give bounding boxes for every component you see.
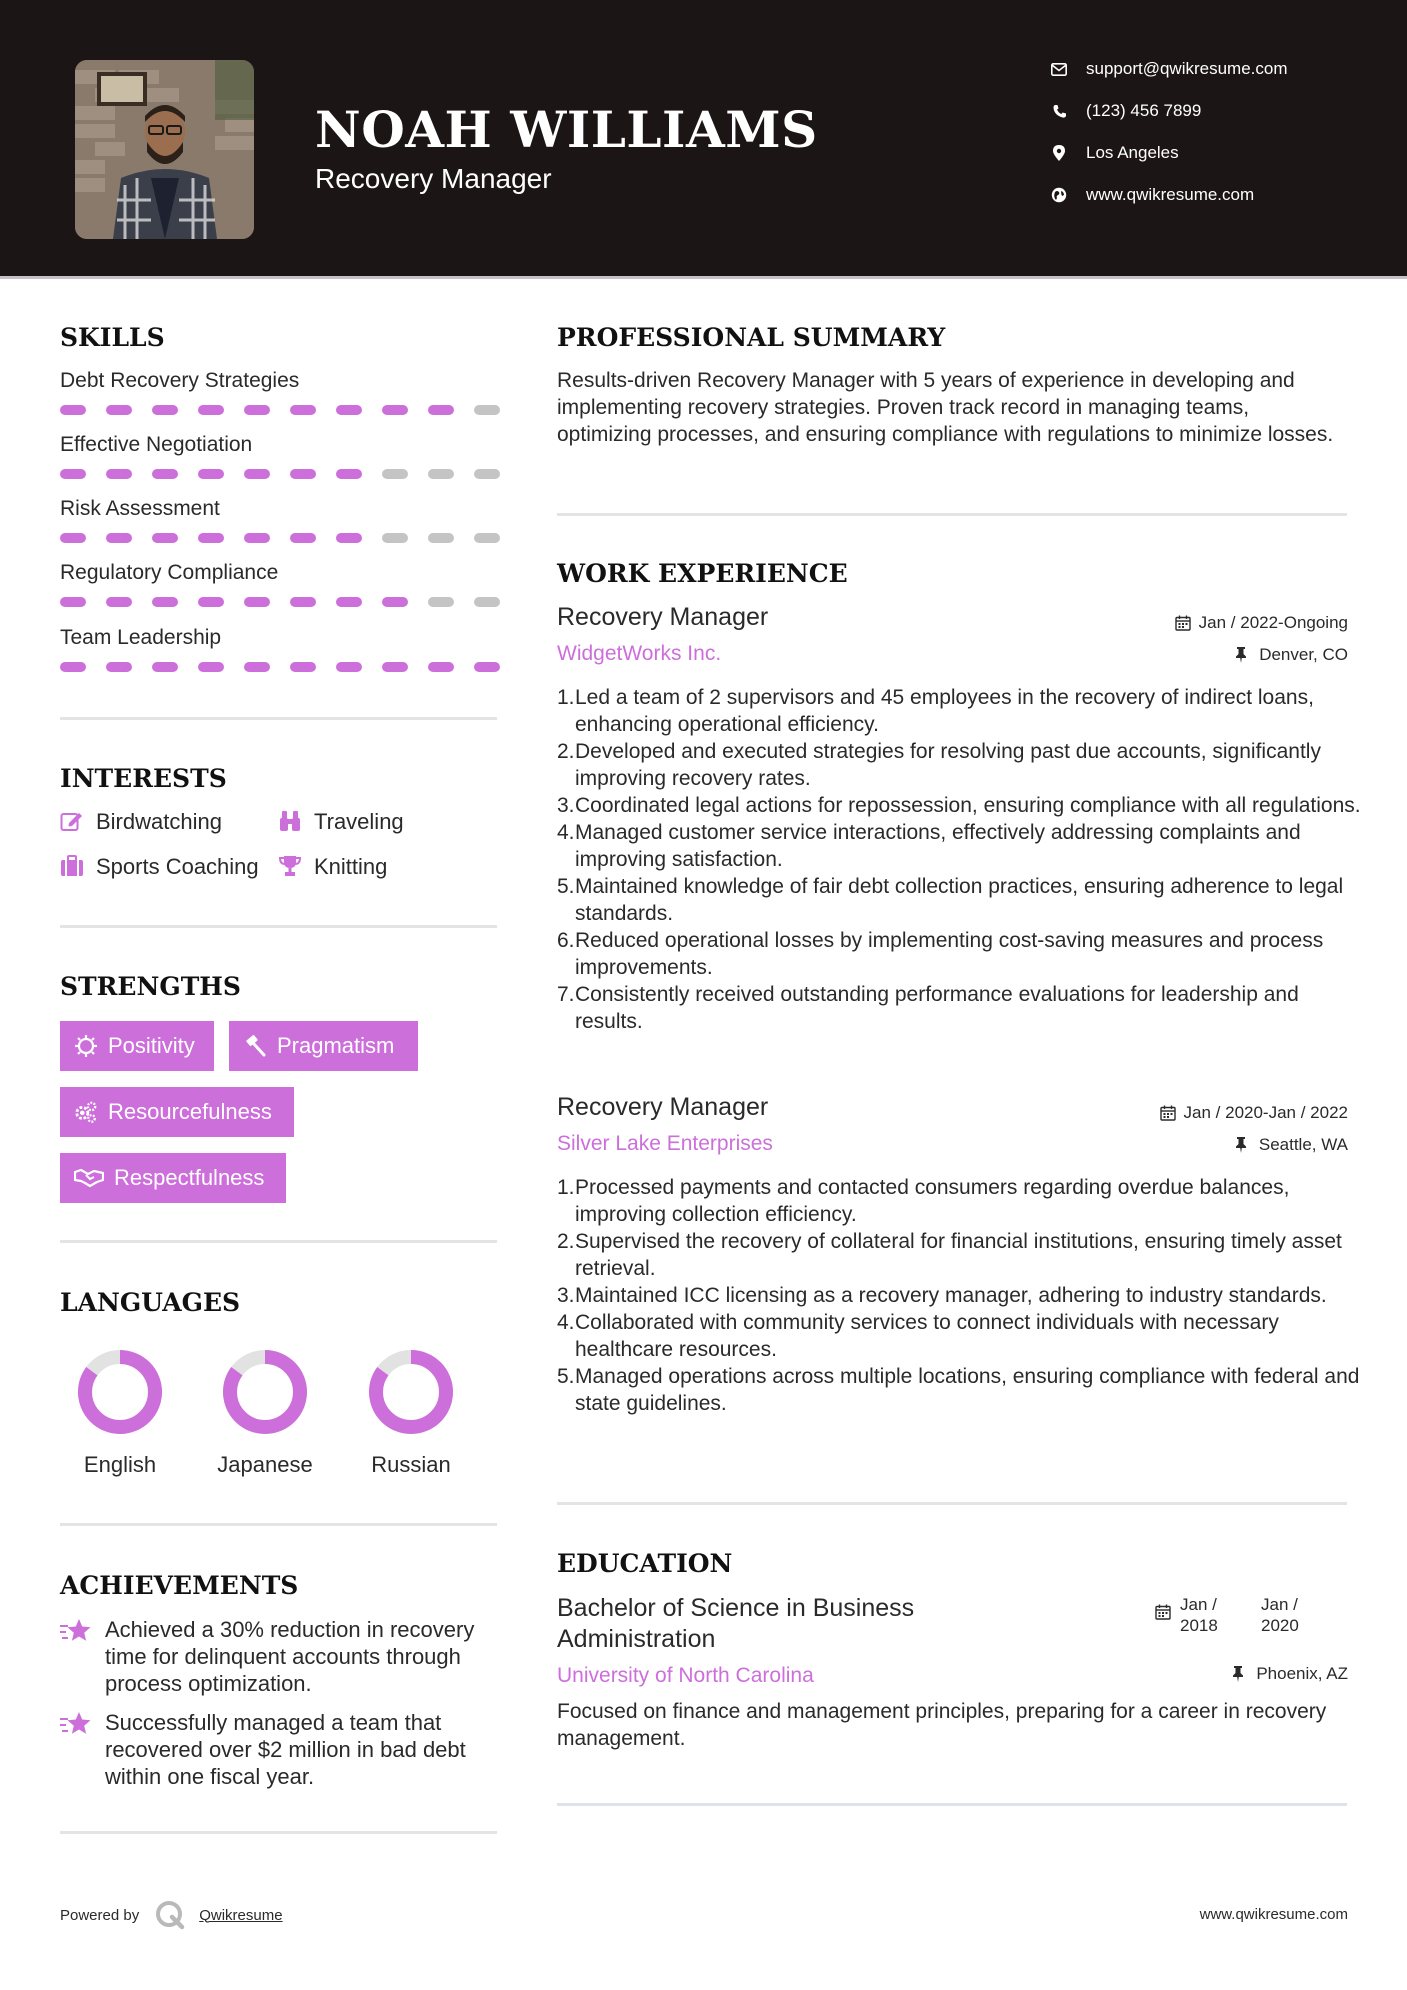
skill-dash-filled <box>152 469 178 479</box>
skill-dash-filled <box>336 597 362 607</box>
strength-chip <box>60 1153 286 1203</box>
phone-icon <box>1050 102 1068 120</box>
bullet-item: 6. Reduced operational losses by implementing cost-saving measures and process improvements. <box>557 929 1324 979</box>
skill-dash-filled <box>336 405 362 415</box>
skill-dash-empty <box>428 533 454 543</box>
skill-dash-filled <box>382 405 408 415</box>
strength-label: Positivity <box>108 1033 195 1058</box>
skill-dash-filled <box>198 597 224 607</box>
interest-item <box>278 809 404 835</box>
skill-rating-bar <box>60 469 500 479</box>
section-divider <box>60 925 497 928</box>
job-title: Recovery Manager <box>557 603 769 631</box>
skill-name: Effective Negotiation <box>60 433 253 456</box>
sun-icon <box>74 1034 98 1058</box>
skill-dash-empty <box>474 405 500 415</box>
bullet-item: 1. Processed payments and contacted consumers regarding overdue balances, improving collection efficiency. <box>557 1176 1290 1226</box>
education-start-date: Jan / 2018 <box>1180 1595 1218 1635</box>
skill-dash-filled <box>106 533 132 543</box>
skill-dash-filled <box>336 469 362 479</box>
contact-email-text: support@qwikresume.com <box>1086 59 1288 78</box>
skill-dash-filled <box>290 662 316 672</box>
skill-dash-filled <box>428 662 454 672</box>
skill-dash-filled <box>60 533 86 543</box>
skill-dash-filled <box>290 405 316 415</box>
skill-dash-filled <box>106 405 132 415</box>
interest-item <box>278 854 387 880</box>
education-heading: EDUCATION <box>557 1549 733 1578</box>
strength-label: Pragmatism <box>277 1033 395 1058</box>
company-name[interactable]: WidgetWorks Inc. <box>557 642 722 665</box>
qwikresume-logo-icon <box>155 1900 185 1930</box>
languages-heading: LANGUAGES <box>60 1288 241 1317</box>
footer-url[interactable]: www.qwikresume.com <box>1199 1906 1348 1923</box>
bullet-item: 3. Maintained ICC licensing as a recovery manager, adhering to industry standards. <box>557 1284 1327 1307</box>
contact-website-text: www.qwikresume.com <box>1086 185 1255 204</box>
contact-email[interactable] <box>1050 59 1288 79</box>
skill-dash-filled <box>244 533 270 543</box>
skill-dash-filled <box>244 662 270 672</box>
skill-dash-filled <box>382 597 408 607</box>
map-pin-icon <box>1050 144 1068 162</box>
job-dates <box>1160 1103 1348 1123</box>
skill-dash-filled <box>336 662 362 672</box>
skill-name: Team Leadership <box>60 626 222 649</box>
handshake-icon <box>74 1166 104 1190</box>
skill-dash-filled <box>152 662 178 672</box>
contact-website[interactable] <box>1050 185 1254 205</box>
experience-heading: WORK EXPERIENCE <box>557 559 848 588</box>
strength-label: Respectfulness <box>114 1165 265 1190</box>
skill-rating-bar <box>60 405 500 415</box>
skill-dash-filled <box>198 662 224 672</box>
pushpin-icon <box>1232 1666 1248 1682</box>
skill-dash-filled <box>106 662 132 672</box>
job-bullets <box>557 684 1365 1035</box>
strength-chip <box>229 1021 418 1071</box>
school-name[interactable]: University of North Carolina <box>557 1664 814 1687</box>
bullet-item: 2. Developed and executed strategies for resolving past due accounts, significantly improving recovery rates. <box>557 740 1321 790</box>
achievement-item <box>60 1709 500 1790</box>
skill-dash-filled <box>198 469 224 479</box>
skill-dash-filled <box>60 469 86 479</box>
job-dates <box>1175 613 1348 633</box>
section-divider <box>60 1523 497 1526</box>
skill-dash-filled <box>244 597 270 607</box>
contact-location <box>1050 143 1179 163</box>
strengths-heading: STRENGTHS <box>60 972 241 1001</box>
skill-rating-bar <box>60 533 500 543</box>
job-location-text: Seattle, WA <box>1258 1135 1348 1154</box>
skill-dash-filled <box>290 597 316 607</box>
education-description: Focused on finance and management principles, preparing for a career in recovery management. <box>557 1700 1327 1750</box>
pencil-icon <box>60 810 84 834</box>
skill-dash-filled <box>198 533 224 543</box>
achievement-text: Successfully managed a team that recovered over $2 million in bad debt within one fiscal year. <box>105 1710 466 1789</box>
skill-dash-filled <box>290 469 316 479</box>
skill-rating-bar <box>60 597 500 607</box>
calendar-icon <box>1155 1604 1173 1622</box>
skill-dash-filled <box>60 662 86 672</box>
section-divider <box>557 1502 1347 1505</box>
language-donuts <box>60 1340 500 1450</box>
envelope-icon <box>1050 60 1068 78</box>
degree-line: Bachelor of Science in Business <box>557 1594 915 1622</box>
pushpin-icon <box>1235 647 1251 663</box>
interest-label: Birdwatching <box>96 809 222 834</box>
summary-heading: PROFESSIONAL SUMMARY <box>557 323 946 352</box>
calendar-icon <box>1175 615 1191 631</box>
profile-photo <box>75 60 254 239</box>
skill-dash-filled <box>198 405 224 415</box>
achievement-text: Achieved a 30% reduction in recovery time for delinquent accounts through process optimization. <box>105 1617 475 1696</box>
skill-name: Debt Recovery Strategies <box>60 369 300 392</box>
job-bullets <box>557 1174 1365 1417</box>
skill-dash-empty <box>428 597 454 607</box>
bullet-item: 4. Collaborated with community services to connect individuals with necessary healthcare resources. <box>557 1311 1279 1361</box>
contact-location-text: Los Angeles <box>1086 143 1179 162</box>
globe-icon <box>1050 186 1068 204</box>
achievements-heading: ACHIEVEMENTS <box>60 1571 299 1600</box>
interest-label: Traveling <box>314 809 404 834</box>
skill-dash-filled <box>244 405 270 415</box>
binoculars-icon <box>278 810 302 834</box>
skill-dash-filled <box>244 469 270 479</box>
pushpin-icon <box>1235 1137 1251 1153</box>
contact-phone-text: (123) 456 7899 <box>1086 101 1202 120</box>
skill-dash-filled <box>382 662 408 672</box>
skill-dash-filled <box>106 597 132 607</box>
skill-dash-empty <box>382 469 408 479</box>
strength-label: Resourcefulness <box>108 1099 272 1124</box>
interests-heading: INTERESTS <box>60 764 227 793</box>
strength-chip <box>60 1021 214 1071</box>
job-dates-text: Jan / 2020-Jan / 2022 <box>1183 1103 1348 1122</box>
section-divider <box>60 1831 497 1834</box>
skill-name: Risk Assessment <box>60 497 220 520</box>
bullet-item: 5. Maintained knowledge of fair debt collection practices, ensuring adherence to legal standards. <box>557 875 1344 925</box>
contact-phone[interactable] <box>1050 101 1201 121</box>
briefcase-icon <box>60 855 84 879</box>
skill-rating-bar <box>60 662 500 672</box>
language-label: Japanese <box>217 1452 313 1477</box>
calendar-icon <box>1160 1105 1176 1121</box>
interest-label: Knitting <box>314 854 388 879</box>
education-location <box>1232 1664 1348 1684</box>
gavel-icon <box>243 1034 267 1058</box>
star-badge-icon <box>60 1618 92 1644</box>
job-location-text: Denver, CO <box>1259 645 1348 664</box>
interest-item <box>60 809 222 835</box>
company-name[interactable]: Silver Lake Enterprises <box>557 1132 773 1155</box>
skills-heading: SKILLS <box>60 323 165 352</box>
bullet-item: 7. Consistently received outstanding performance evaluations for leadership and results. <box>557 983 1299 1033</box>
job-location <box>1235 1135 1348 1155</box>
summary-text: Results-driven Recovery Manager with 5 years of experience in developing and implementing recovery strategies. Proven track record in managing teams, optimizing processes, and ensuring compliance with regulations to minimize losses. <box>557 369 1334 446</box>
skill-dash-filled <box>290 533 316 543</box>
degree-line: Administration <box>557 1625 716 1653</box>
job-location <box>1235 645 1348 665</box>
section-divider <box>60 1240 497 1243</box>
section-divider <box>60 717 497 720</box>
skill-dash-filled <box>336 533 362 543</box>
header-divider <box>0 276 1407 279</box>
education-end-date: Jan / 2020 <box>1261 1595 1299 1635</box>
strength-chip <box>60 1087 294 1137</box>
language-label: English <box>83 1452 157 1477</box>
skill-dash-filled <box>474 662 500 672</box>
bullet-item: 1. Led a team of 2 supervisors and 45 employees in the recovery of indirect loans, enhancing operational efficiency. <box>557 686 1314 736</box>
skill-dash-filled <box>152 597 178 607</box>
section-divider <box>557 1803 1347 1806</box>
skill-dash-filled <box>60 405 86 415</box>
star-badge-icon <box>60 1711 92 1737</box>
skill-dash-filled <box>152 533 178 543</box>
education-location-text: Phoenix, AZ <box>1256 1664 1348 1683</box>
interest-label: Sports Coaching <box>96 854 259 879</box>
skill-dash-filled <box>428 405 454 415</box>
skill-dash-empty <box>428 469 454 479</box>
skill-dash-empty <box>382 533 408 543</box>
footer-powered-by <box>60 1900 283 1930</box>
gears-icon <box>74 1100 98 1124</box>
skill-dash-filled <box>106 469 132 479</box>
powered-by-label: Powered by <box>60 1906 140 1924</box>
job-title: Recovery Manager <box>557 1093 769 1121</box>
bullet-item: 3. Coordinated legal actions for repossession, ensuring compliance with all regulations. <box>557 794 1361 817</box>
bullet-item: 4. Managed customer service interactions, effectively addressing complaints and improving satisfaction. <box>557 821 1301 871</box>
candidate-name: NOAH WILLIAMS <box>315 100 818 159</box>
bullet-item: 2. Supervised the recovery of collateral for financial institutions, ensuring timely asset retrieval. <box>557 1230 1342 1280</box>
skill-dash-empty <box>474 533 500 543</box>
degree-title <box>557 1593 914 1655</box>
trophy-icon <box>278 855 302 879</box>
job-dates-text: Jan / 2022-Ongoing <box>1198 613 1348 632</box>
skill-dash-filled <box>60 597 86 607</box>
interest-item <box>60 854 259 880</box>
skill-dash-empty <box>474 597 500 607</box>
qwikresume-link[interactable]: Qwikresume <box>199 1906 283 1924</box>
skill-dash-filled <box>152 405 178 415</box>
bullet-item: 5. Managed operations across multiple locations, ensuring compliance with federal and state guidelines. <box>557 1365 1360 1415</box>
skill-dash-empty <box>474 469 500 479</box>
achievement-item <box>60 1616 500 1697</box>
skill-name: Regulatory Compliance <box>60 561 279 584</box>
language-label: Russian <box>371 1452 451 1477</box>
section-divider <box>557 513 1347 516</box>
candidate-title: Recovery Manager <box>315 163 552 194</box>
